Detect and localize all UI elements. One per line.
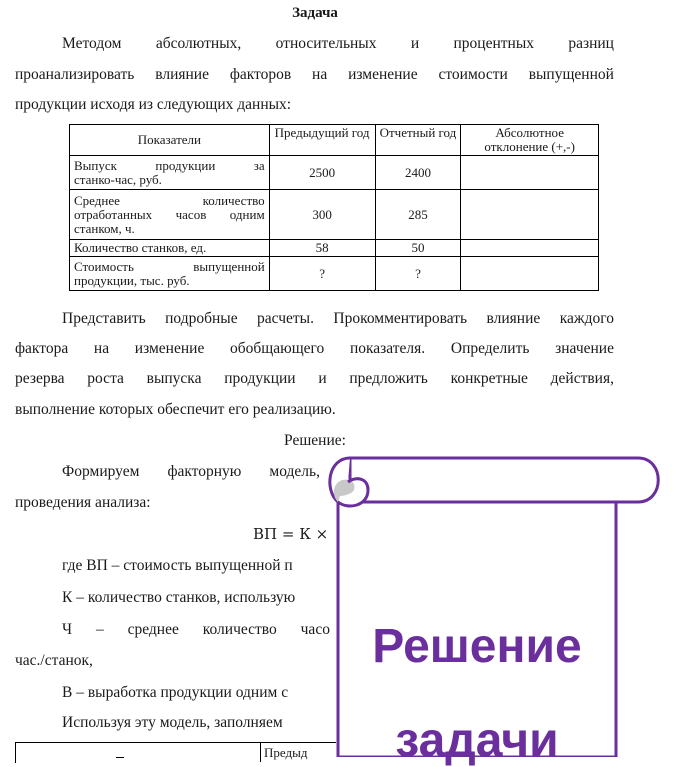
- table-row: [70, 257, 599, 291]
- header-cell: Показатели: [70, 125, 270, 156]
- definition-k: К – количество станков, использую: [62, 589, 296, 606]
- definition-ch-unit: час./станок,: [15, 652, 93, 669]
- deviation-value: [461, 190, 599, 240]
- table-header-row: [70, 125, 599, 156]
- deviation-value: [461, 240, 599, 257]
- table-2-header: Предыд: [264, 745, 308, 760]
- banner-word-2: задачи: [395, 714, 559, 767]
- solution-line-1: Формируем факторную модель,: [62, 463, 320, 480]
- word: влияние: [155, 66, 209, 83]
- word: стоимости: [438, 66, 508, 83]
- deviation-value: [461, 257, 599, 291]
- row-label: Выпуск продукции за станко-час, руб.: [70, 156, 270, 190]
- curr-value: ?: [375, 257, 461, 291]
- banner-word-1: Решение: [372, 620, 582, 673]
- row-label: Среднее количество отработанных часов одним станком, ч.: [70, 190, 270, 240]
- header-cell: Отчетный год: [375, 125, 461, 156]
- definition-ch: Ч – среднее количество часо: [62, 621, 330, 638]
- scroll-graphic: [320, 450, 685, 757]
- task-line-1: Представить подробные расчеты. Прокомментировать влияние каждого: [62, 310, 614, 327]
- curr-value: 285: [375, 190, 461, 240]
- word: проанализировать: [15, 66, 135, 83]
- task-line-3: резерва роста выпуска продукции и предложить конкретные действия,: [15, 370, 614, 387]
- row-label: Стоимость выпущенной продукции, тыс. руб.: [70, 257, 270, 291]
- prev-value: 2500: [269, 156, 375, 190]
- word: факторов: [229, 66, 292, 83]
- solution-scroll-banner[interactable]: [320, 450, 685, 767]
- deviation-value: [461, 156, 599, 190]
- definition-v: В – выработка продукции одним с: [62, 684, 289, 701]
- prev-value: 300: [269, 190, 375, 240]
- prev-value: ?: [269, 257, 375, 291]
- word: процентных: [453, 35, 534, 52]
- curr-value: 2400: [375, 156, 461, 190]
- word: и: [410, 35, 420, 52]
- word: на: [312, 66, 328, 83]
- intro-line-3: продукции исходя из следующих данных:: [15, 96, 292, 113]
- prev-value: 58: [269, 240, 375, 257]
- word: изменение: [348, 66, 418, 83]
- word: Методом: [62, 35, 122, 52]
- data-table: [69, 124, 599, 291]
- page-title: Задача: [292, 5, 338, 21]
- fill-table-text: Используя эту модель, заполняем: [62, 714, 283, 731]
- word: выпущенной: [528, 66, 614, 83]
- table-2-partial: [15, 742, 336, 763]
- word: разниц: [568, 35, 614, 52]
- table-row: [70, 190, 599, 240]
- row-label: Количество станков, ед.: [70, 240, 270, 257]
- task-line-2: фактора на изменение обобщающего показателя. Определить значение: [15, 340, 614, 357]
- header-cell: Абсолютное отклонение (+,-): [461, 125, 599, 156]
- header-cell: Предыдущий год: [269, 125, 375, 156]
- curr-value: 50: [375, 240, 461, 257]
- word: абсолютных,: [155, 35, 242, 52]
- word: относительных: [275, 35, 377, 52]
- formula: ВП = К ×: [253, 525, 329, 543]
- definition-vp: где ВП – стоимость выпущенной п: [62, 557, 293, 574]
- table-2-divider: [260, 742, 261, 762]
- intro-line-2: [15, 66, 614, 84]
- task-line-4: выполнение которых обеспечит его реализацию.: [15, 401, 336, 418]
- table-2-header-fragment: [116, 757, 124, 758]
- solution-line-2: проведения анализа:: [15, 494, 151, 511]
- intro-line-1: [62, 35, 614, 53]
- table-row: [70, 240, 599, 257]
- table-row: [70, 156, 599, 190]
- solution-heading: Решение:: [284, 432, 346, 449]
